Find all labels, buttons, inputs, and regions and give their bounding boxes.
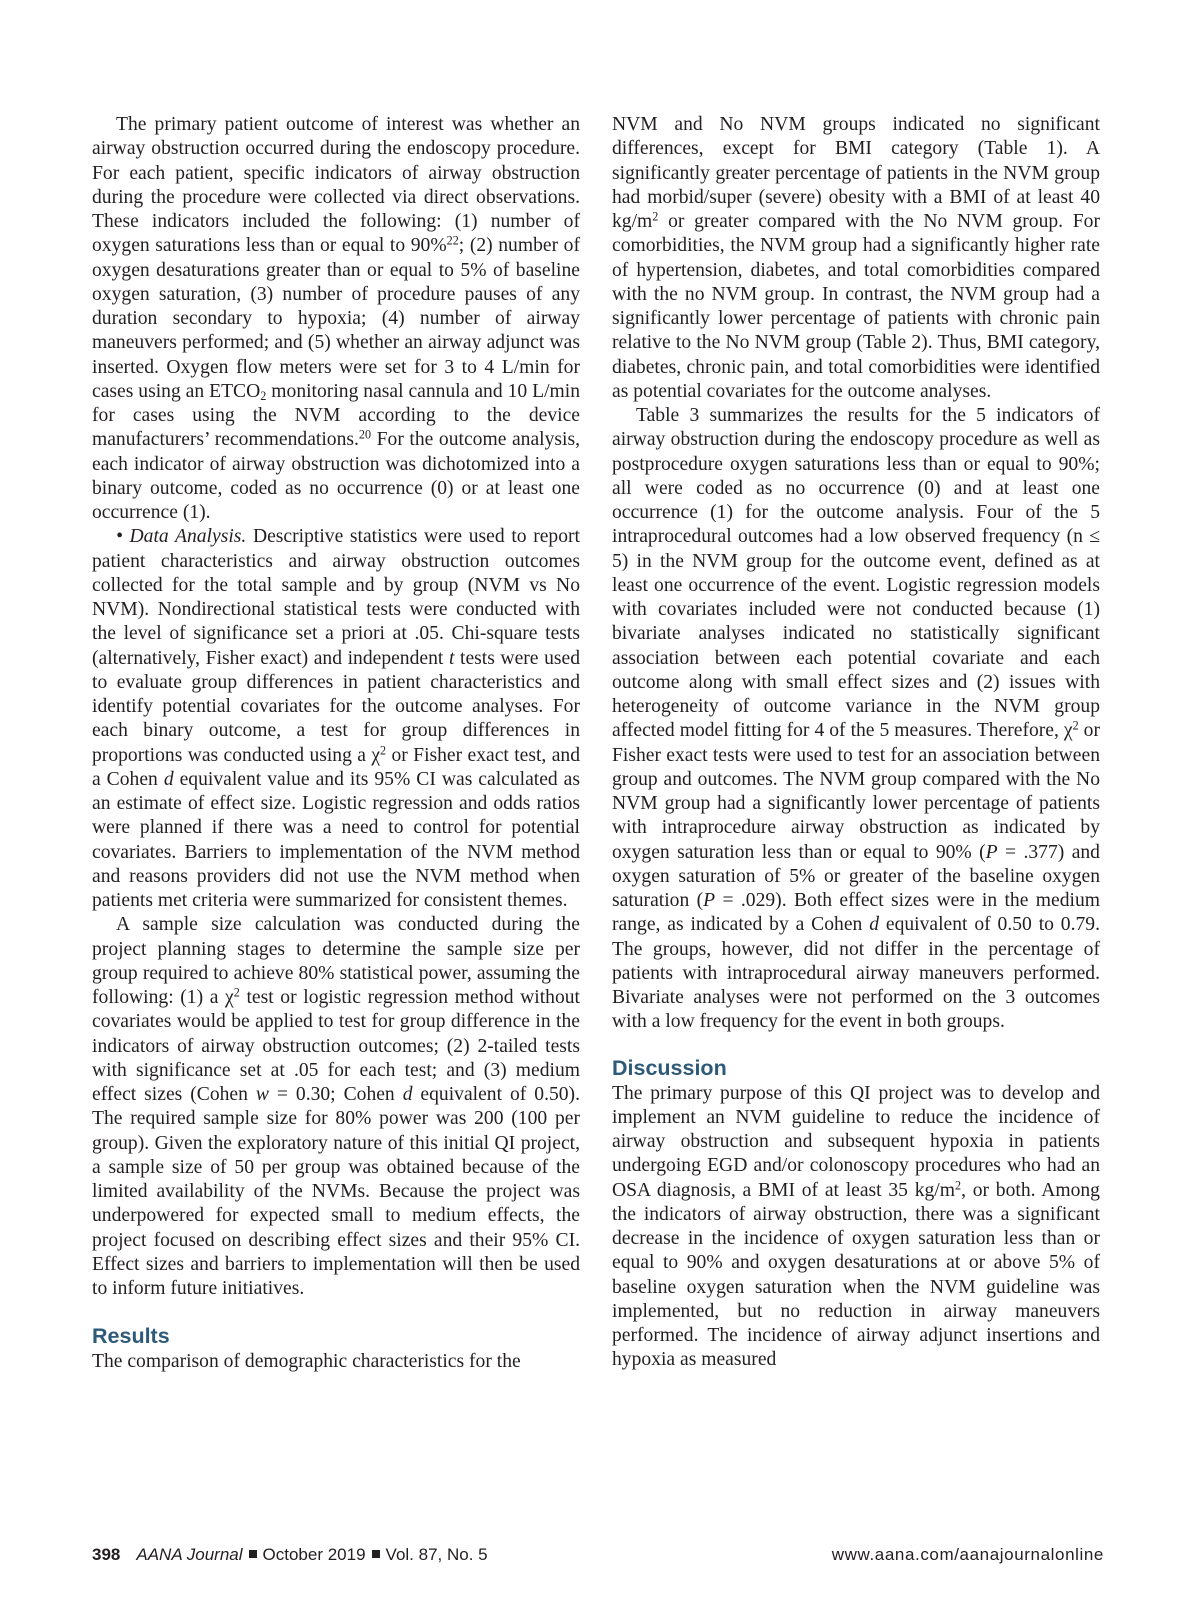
right-column	[612, 113, 1100, 1373]
separator-square-icon	[372, 1550, 380, 1558]
discussion-heading: Discussion	[612, 1055, 727, 1080]
separator-square-icon	[249, 1550, 257, 1558]
footer-citation	[92, 1545, 488, 1565]
paragraph-outcome-indicators: The primary patient outcome of interest was whether an airway obstruction occurred during the endoscopy procedure. For each patient, specific indicators of airway obstruction during the procedure were collected via direct observations. These indicators included the following: (1) number of oxygen saturations less than or equal to 90%$^{22}$; (2) number of oxygen desaturations greater than or equal to 5% of baseline oxygen saturation, (3) number of procedure pauses of any duration secondary to hypoxia; (4) number of airway maneuvers performed; and (5) whether an airway adjunct was inserted. Oxygen flow meters were set for 3 to 4 L/min for cases using an $ETCO_2$ monitoring nasal cannula and 10 L/min for cases using the NVM according to the device manufacturers’ recommendations.$^{20}$ For the outcome analysis, each indicator of airway obstruction was dichotomized into a binary outcome, coded as no occurrence (0) or at least one occurrence (1).	[92, 114, 581, 523]
issue-date: October 2019	[262, 1545, 366, 1564]
paragraph-demographics: NVM and No NVM groups indicated no significant differences, except for BMI category (Table 1). A significantly greater percentage of patients in the NVM group had morbid/super (severe) obesity with a BMI of at least 40 $kg/m^2$ or greater compared with the No NVM group. For comorbidities, the NVM group had a significantly higher rate of hypertension, diabetes, and total comorbidities compared with the no NVM group. In contrast, the NVM group had a significantly lower percentage of patients with chronic pain relative to the No NVM group (Table 2). Thus, BMI category, diabetes, chronic pain, and total comorbidities were identified as potential covariates for the outcome analyses.	[612, 114, 1100, 402]
volume-issue: Vol. 87, No. 5	[385, 1545, 488, 1564]
paragraph-table3-summary: Table 3 summarizes the results for the 5 indicators of airway obstruction during the endoscopy procedure as well as postprocedure oxygen saturations less than or equal to 90%; all were coded as no occurrence (0) and at least one occurrence (1) for the outcome analysis. Four of the 5 intraprocedural outcomes had a low observed frequency (n ≤ 5) in the NVM group for the outcome event, defined as at least one occurrence of the event. Logistic regression models with covariates included were not conducted because (1) bivariate analyses indicated no statistically significant association between each potential covariate and each outcome along with small effect sizes and (2) issues with heterogeneity of outcome variance in the NVM group affected model fitting for 4 of the 5 measures. Therefore, $\chi^2$ or Fisher exact tests were used to test for an association between group and outcomes. The NVM group compared with the No NVM group had a significantly lower percentage of patients with intraprocedure airway obstruction as indicated by oxygen saturation less than or equal to 90% (P = .377) and oxygen saturation of 5% or greater of the baseline oxygen saturation (P = .029). Both effect sizes were in the medium range, as indicated by a Cohen d equivalent of 0.50 to 0.79. The groups, however, did not differ in the percentage of patients with intraprocedural airway maneuvers performed. Bivariate analyses were not performed on the 3 outcomes with a low frequency for the event in both groups.	[612, 405, 1100, 1033]
journal-name: AANA Journal	[136, 1545, 243, 1564]
left-column	[92, 113, 580, 1375]
page-number: 398	[92, 1545, 121, 1564]
paragraph-results-intro: The comparison of demographic characteristics for the	[92, 1351, 521, 1373]
paragraph-sample-size: A sample size calculation was conducted during the project planning stages to determine the sample size per group required to achieve 80% statistical power, assuming the following: (1) a $\chi^2$ test or logistic regression method without covariates would be applied to test for group difference in the indicators of airway obstruction outcomes; (2) 2-tailed tests with significance set at .05 for each test; and (3) medium effect sizes (Cohen w = 0.30; Cohen d equivalent of 0.50). The required sample size for 80% power was 200 (100 per group). Given the exploratory nature of this initial QI project, a sample size of 50 per group was obtained because of the limited availability of the NVMs. Because the project was underpowered for expected small to medium effects, the project focused on describing effect sizes and their 95% CI. Effect sizes and barriers to implementation will then be used to inform future initiatives.	[92, 914, 580, 1299]
page-footer	[92, 1545, 1104, 1573]
data-analysis-subheading: • Data Analysis.	[116, 526, 247, 548]
paragraph-data-analysis: • Data Analysis. Descriptive statistics were used to report patient characteristics and airway obstruction outcomes collected for the total sample and by group (NVM vs No NVM). Nondirectional statistical tests were conducted with the level of significance set a priori at .05. Chi-square tests (alternatively, Fisher exact) and independent t tests were used to evaluate group differences in patient characteristics and identify potential covariates for the outcome analyses. For each binary outcome, a test for group differences in proportions was conducted using a $\chi^2$ or Fisher exact test, and a Cohen d equivalent value and its 95% CI was calculated as an estimate of effect size. Logistic regression and odds ratios were planned if there was a need to control for potential covariates. Barriers to implementation of the NVM method and reasons providers did not use the NVM method when patients met criteria were summarized for consistent themes.	[92, 526, 581, 911]
results-heading: Results	[92, 1324, 170, 1349]
journal-url[interactable]: www.aana.com/aanajournalonline	[831, 1545, 1104, 1564]
paragraph-discussion: The primary purpose of this QI project was to develop and implement an NVM guideline to reduce the incidence of airway obstruction and subsequent hypoxia in patients undergoing EGD and/or colonoscopy procedures who had an OSA diagnosis, a BMI of at least 35 $kg/m^2$, or both. Among the indicators of airway obstruction, there was a significant decrease in the incidence of oxygen saturation less than or equal to 90% and oxygen desaturations at or above 5% of baseline oxygen saturation when the NVM guideline was implemented, but no reduction in airway maneuvers performed. The incidence of airway adjunct insertions and hypoxia as measured	[612, 1082, 1100, 1371]
